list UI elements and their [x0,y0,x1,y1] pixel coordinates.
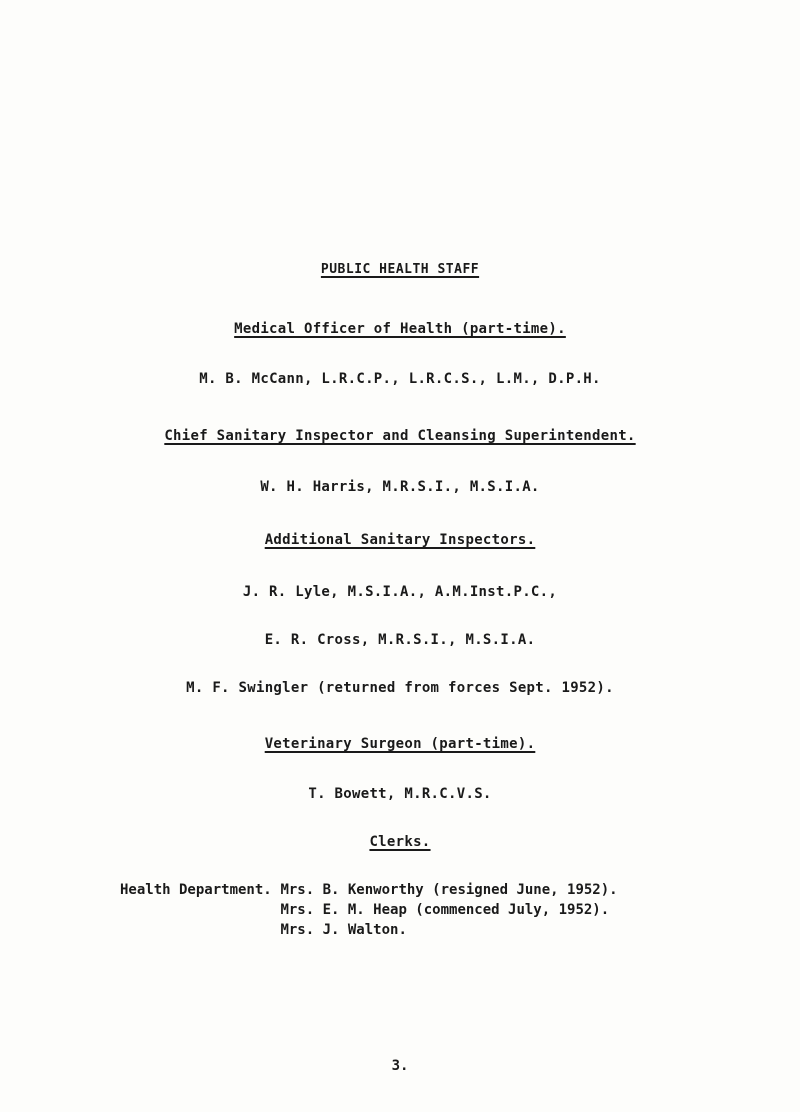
section-heading-additional-inspectors: Additional Sanitary Inspectors. [264,532,536,548]
section-heading-medical-officer: Medical Officer of Health (part-time). [234,321,566,337]
inspector-entry: J. R. Lyle, M.S.I.A., A.M.Inst.P.C., [242,584,558,600]
page-number: 3. [391,1058,409,1074]
inspector-entry: E. R. Cross, M.R.S.I., M.S.I.A. [264,632,536,648]
inspector-entry: M. F. Swingler (returned from forces Sept. 1952). [186,680,614,696]
clerk-entry: Mrs. J. Walton. [280,922,407,938]
veterinary-surgeon-name: T. Bowett, M.R.C.V.S. [308,786,492,802]
section-heading-veterinary-surgeon: Veterinary Surgeon (part-time). [264,736,536,752]
section-heading-clerks: Clerks. [369,834,431,850]
section-heading-chief-sanitary-inspector: Chief Sanitary Inspector and Cleansing Superintendent. [164,428,636,444]
chief-sanitary-inspector-name: W. H. Harris, M.R.S.I., M.S.I.A. [260,479,540,495]
clerk-entry: Mrs. E. M. Heap (commenced July, 1952). [280,902,610,918]
document-title: PUBLIC HEALTH STAFF [320,262,480,277]
clerk-list [280,880,617,940]
clerks-block [120,880,618,940]
department-label: Health Department. [120,882,272,898]
clerk-entry: Mrs. B. Kenworthy (resigned June, 1952). [280,882,618,898]
medical-officer-name: M. B. McCann, L.R.C.P., L.R.C.S., L.M., D.P.H. [199,371,601,387]
